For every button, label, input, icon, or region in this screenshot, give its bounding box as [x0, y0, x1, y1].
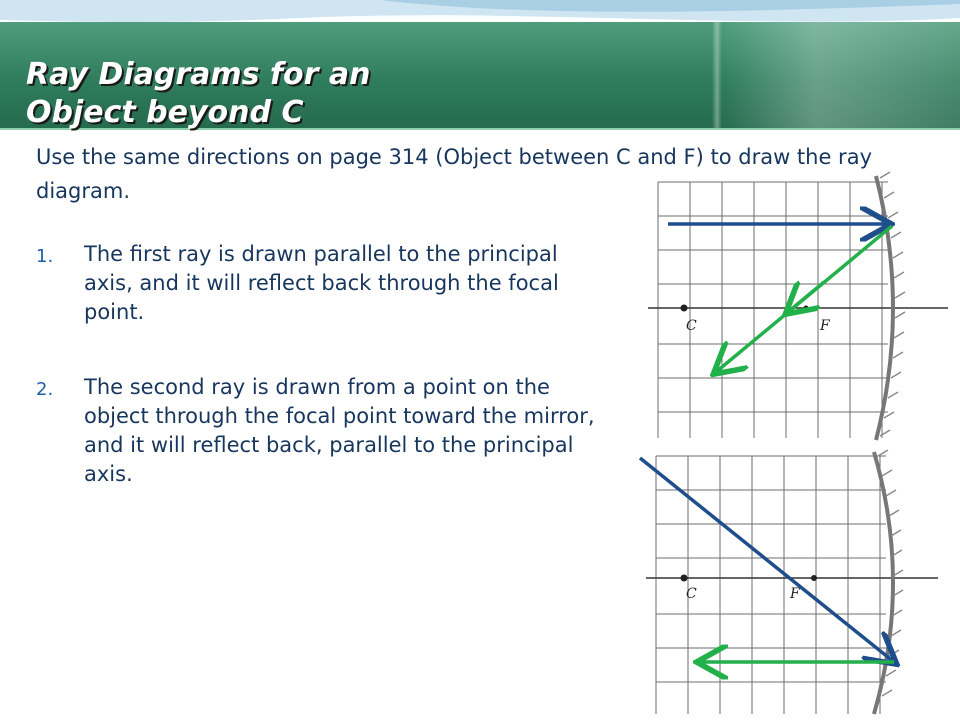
- focal-point-label: F: [820, 318, 830, 334]
- title-bar-gloss: [720, 22, 960, 128]
- slide-title-line-1: Ray Diagrams for an: [26, 57, 371, 92]
- step-text-2: The second ray is drawn from a point on the object through the focal point toward the mirror, and it will reflect back, parallel to the principal axis.: [84, 375, 595, 486]
- center-of-curvature-point: [681, 575, 688, 582]
- step-item-2: [36, 373, 596, 489]
- step-number-2: 2.: [36, 379, 54, 400]
- center-of-curvature-label: C: [686, 318, 697, 334]
- steps-list: [36, 240, 596, 489]
- slide-title: [26, 56, 370, 132]
- title-bar: [0, 22, 960, 130]
- ray-diagram-first-ray: [648, 168, 950, 440]
- concave-mirror: [876, 172, 905, 440]
- focal-point: [811, 575, 817, 581]
- step-text-1: The first ray is drawn parallel to the principal axis, and it will reflect back through the focal point.: [84, 242, 559, 324]
- intro-text: Use the same directions on page 314 (Object between C and F) to draw the ray diagram.: [36, 145, 872, 203]
- step-number-1: 1.: [36, 246, 54, 267]
- ray-diagram-second-ray: [630, 448, 940, 716]
- center-of-curvature-point: [681, 305, 688, 312]
- focal-point-label: F: [790, 586, 800, 602]
- focal-point: [804, 306, 809, 311]
- center-of-curvature-label: C: [686, 586, 697, 602]
- grid: [656, 456, 886, 714]
- incident-ray: [640, 458, 894, 662]
- step-item-1: [36, 240, 596, 327]
- slide-title-line-2: Object beyond C: [26, 95, 304, 130]
- grid: [658, 182, 888, 438]
